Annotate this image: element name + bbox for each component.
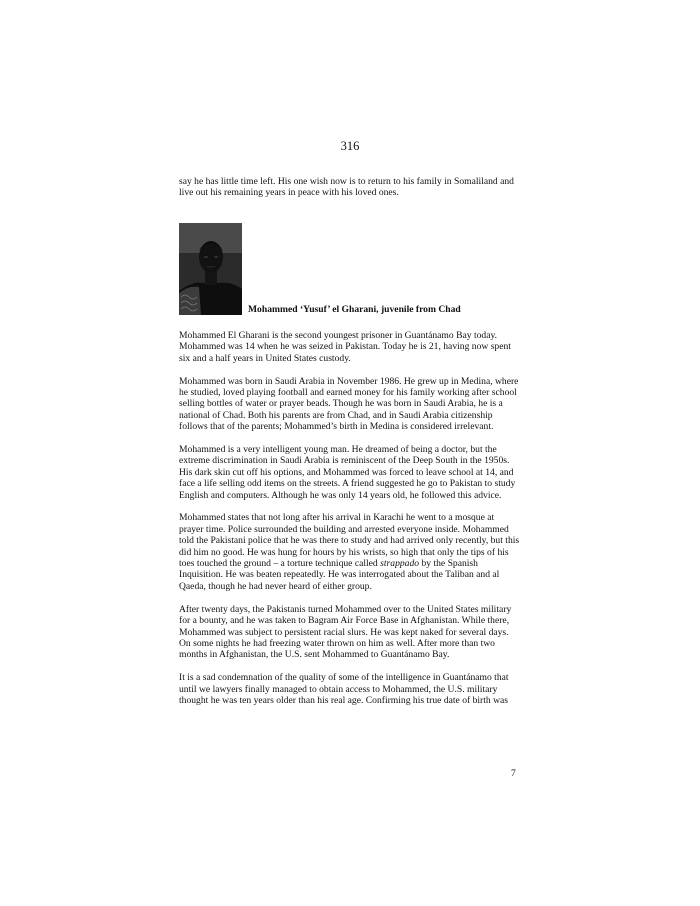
page-number-top: 316 (340, 139, 360, 153)
paragraph-5: After twenty days, the Pakistanis turned Mohammed over to the United States military for a bounty, and he was taken to Bagram Air Force Base in Afghanistan. While there, Mohammed was subject to persistent racial slurs. He was kept naked for several days. On some nights he had freezing water thrown on him as well. After more than two months in Afghanistan, the U.S. sent Mohammed to Guantánamo Bay. (179, 603, 512, 661)
paragraph-4 (179, 512, 521, 592)
portrait-image (179, 223, 242, 315)
intro-text: say he has little time left. His one wish now is to return to his family in Somaliland and live out his remaining years in peace with his loved ones. (179, 176, 514, 199)
paragraph-4-before: Mohammed states that not long after his arrival in Karachi he went to a mosque at prayer time. Police surrounded the building and arrested everyone inside. Mohammed told the Pakistani police that he was there to study and had arrived only recently, but this did him no good. He was hung for hours by his wrists, so high that only the tips of his toes touched the ground – a torture technique called (179, 512, 520, 570)
intro-paragraph (179, 176, 521, 199)
paragraph-4-italic: strappado (380, 558, 420, 570)
page-number-bottom: 7 (511, 768, 516, 779)
paragraph-4-after: by the Spanish Inquisition. He was beaten repeatedly. He was interrogated about the Taliban and al Qaeda, though he had never heard of either group. (179, 558, 500, 592)
profile-block (179, 223, 521, 315)
paragraph-2: Mohammed was born in Saudi Arabia in November 1986. He grew up in Medina, where he studied, loved playing football and earned money for his family working after school selling bottles of water or prayer beads. Though he was born in Saudi Arabia, he is a national of Chad. Both his parents are from Chad, and in Saudi Arabia citizenship follows that of the parents; Mohammed’s birth in Medina is considered irrelevant. (179, 375, 519, 433)
paragraph-6: It is a sad condemnation of the quality of some of the intelligence in Guantánamo that until we lawyers finally managed to obtain access to Mohammed, the U.S. military thought he was ten years older than his real age. Confirming his true date of birth was (179, 672, 509, 706)
paragraph-1: Mohammed El Gharani is the second youngest prisoner in Guantánamo Bay today. Mohammed was 14 when he was seized in Pakistan. Today he is 21, having now spent six and a half years in United States custody. (179, 330, 511, 364)
paragraph-3: Mohammed is a very intelligent young man. He dreamed of being a doctor, but the extreme discrimination in Saudi Arabia is reminiscent of the Deep South in the 1950s. His dark skin cut off his options, and Mohammed was forced to leave school at 14, and face a life selling odd items on the streets. A friend suggested he go to Pakistan to study English and computers. Although he was only 14 years old, he followed this advice. (179, 444, 516, 501)
profile-caption: Mohammed ‘Yusuf’ el Gharani, juvenile from Chad (248, 304, 461, 315)
body-text (179, 330, 521, 718)
portrait-photo (179, 223, 242, 315)
